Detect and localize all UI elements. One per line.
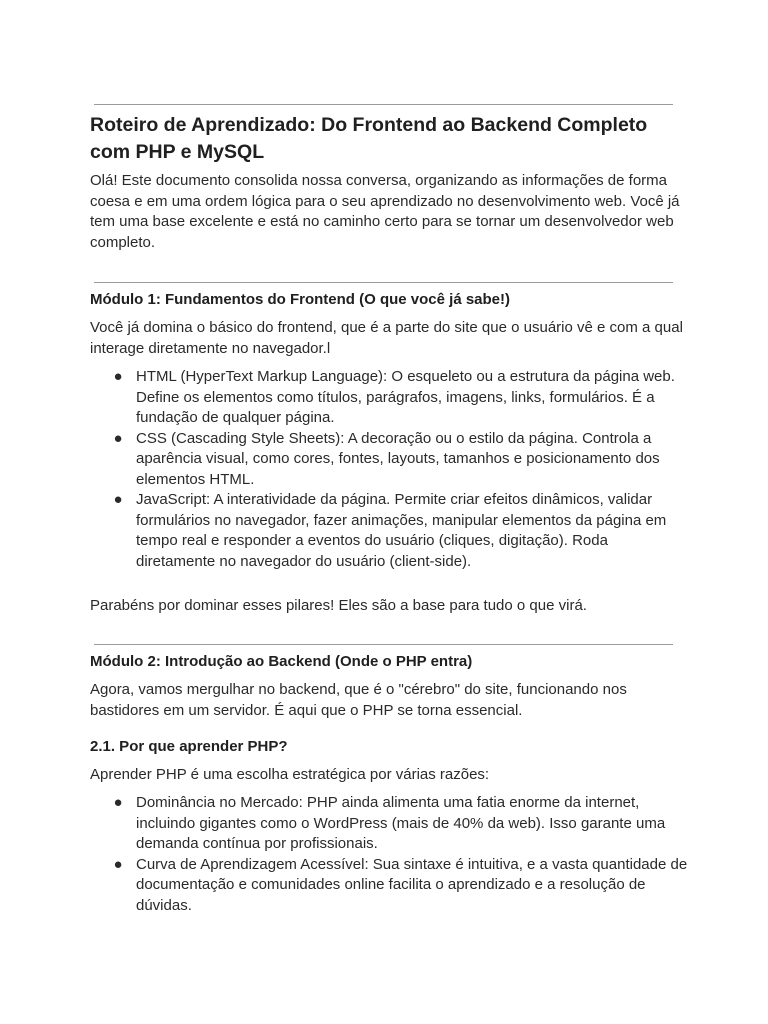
document-title: Roteiro de Aprendizado: Do Frontend ao Backend Completo com PHP e MySQL [90,114,648,163]
bullet-icon: ● [113,429,123,447]
list-item [90,429,690,491]
list-item [90,490,690,572]
list-item [90,367,690,429]
horizontal-rule [94,104,673,105]
bullet-icon: ● [113,491,123,508]
bullet-icon: ● [113,368,123,385]
section-2-1-list [90,793,690,916]
list-item [90,793,690,855]
list-item-text: Dominância no Mercado: PHP ainda alimenta uma fatia enorme da internet, incluindo gigantes como o WordPress (mais de 40% da web). Isso garante uma demanda contínua por profissionais. [136,794,666,852]
module1-closing: Parabéns por dominar esses pilares! Eles são a base para tudo o que virá. [90,597,587,614]
module1-list [90,367,690,572]
section-2-1-heading: 2.1. Por que aprender PHP? [90,738,288,755]
list-item [90,855,690,917]
module1-heading: Módulo 1: Fundamentos do Frontend (O que você já sabe!) [90,291,511,308]
module2-intro: Agora, vamos mergulhar no backend, que é o "cérebro" do site, funcionando nos bastidores em um servidor. É aqui que o PHP se torna essencial. [90,681,627,719]
list-item-text: JavaScript: A interatividade da página. Permite criar efeitos dinâmicos, validar formulários no navegador, fazer animações, manipular elementos da página em tempo real e responder a eventos do usuário (cliques, digitação). Roda diretamente no navegador do usuário (client-side). [136,491,667,570]
list-item-text: HTML (HyperText Markup Language): O esqueleto ou a estrutura da página web. Define os elementos como títulos, parágrafos, imagens, links, formulários. É a fundação de qualquer página. [136,368,675,426]
list-item-text: Curva de Aprendizagem Acessível: Sua sintaxe é intuitiva, e a vasta quantidade de documentação e comunidades online facilita o aprendizado e a resolução de dúvidas. [136,855,688,914]
bullet-icon: ● [113,794,123,811]
bullet-icon: ● [113,855,123,873]
horizontal-rule [94,644,673,645]
section-2-1-intro: Aprender PHP é uma escolha estratégica por várias razões: [90,766,490,783]
intro-paragraph: Olá! Este documento consolida nossa conversa, organizando as informações de forma coesa e em uma ordem lógica para o seu aprendizado no desenvolvimento web. Você já tem uma base excelente e está no caminho certo para se tornar um desenvolvedor web completo. [90,172,680,251]
list-item-text: CSS (Cascading Style Sheets): A decoração ou o estilo da página. Controla a aparência visual, como cores, fontes, layouts, tamanhos e posicionamento dos elementos HTML. [136,429,660,488]
module1-intro: Você já domina o básico do frontend, que é a parte do site que o usuário vê e com a qual interage diretamente no navegador.l [90,319,683,357]
module2-heading: Módulo 2: Introdução ao Backend (Onde o PHP entra) [90,653,473,670]
horizontal-rule [94,282,673,283]
